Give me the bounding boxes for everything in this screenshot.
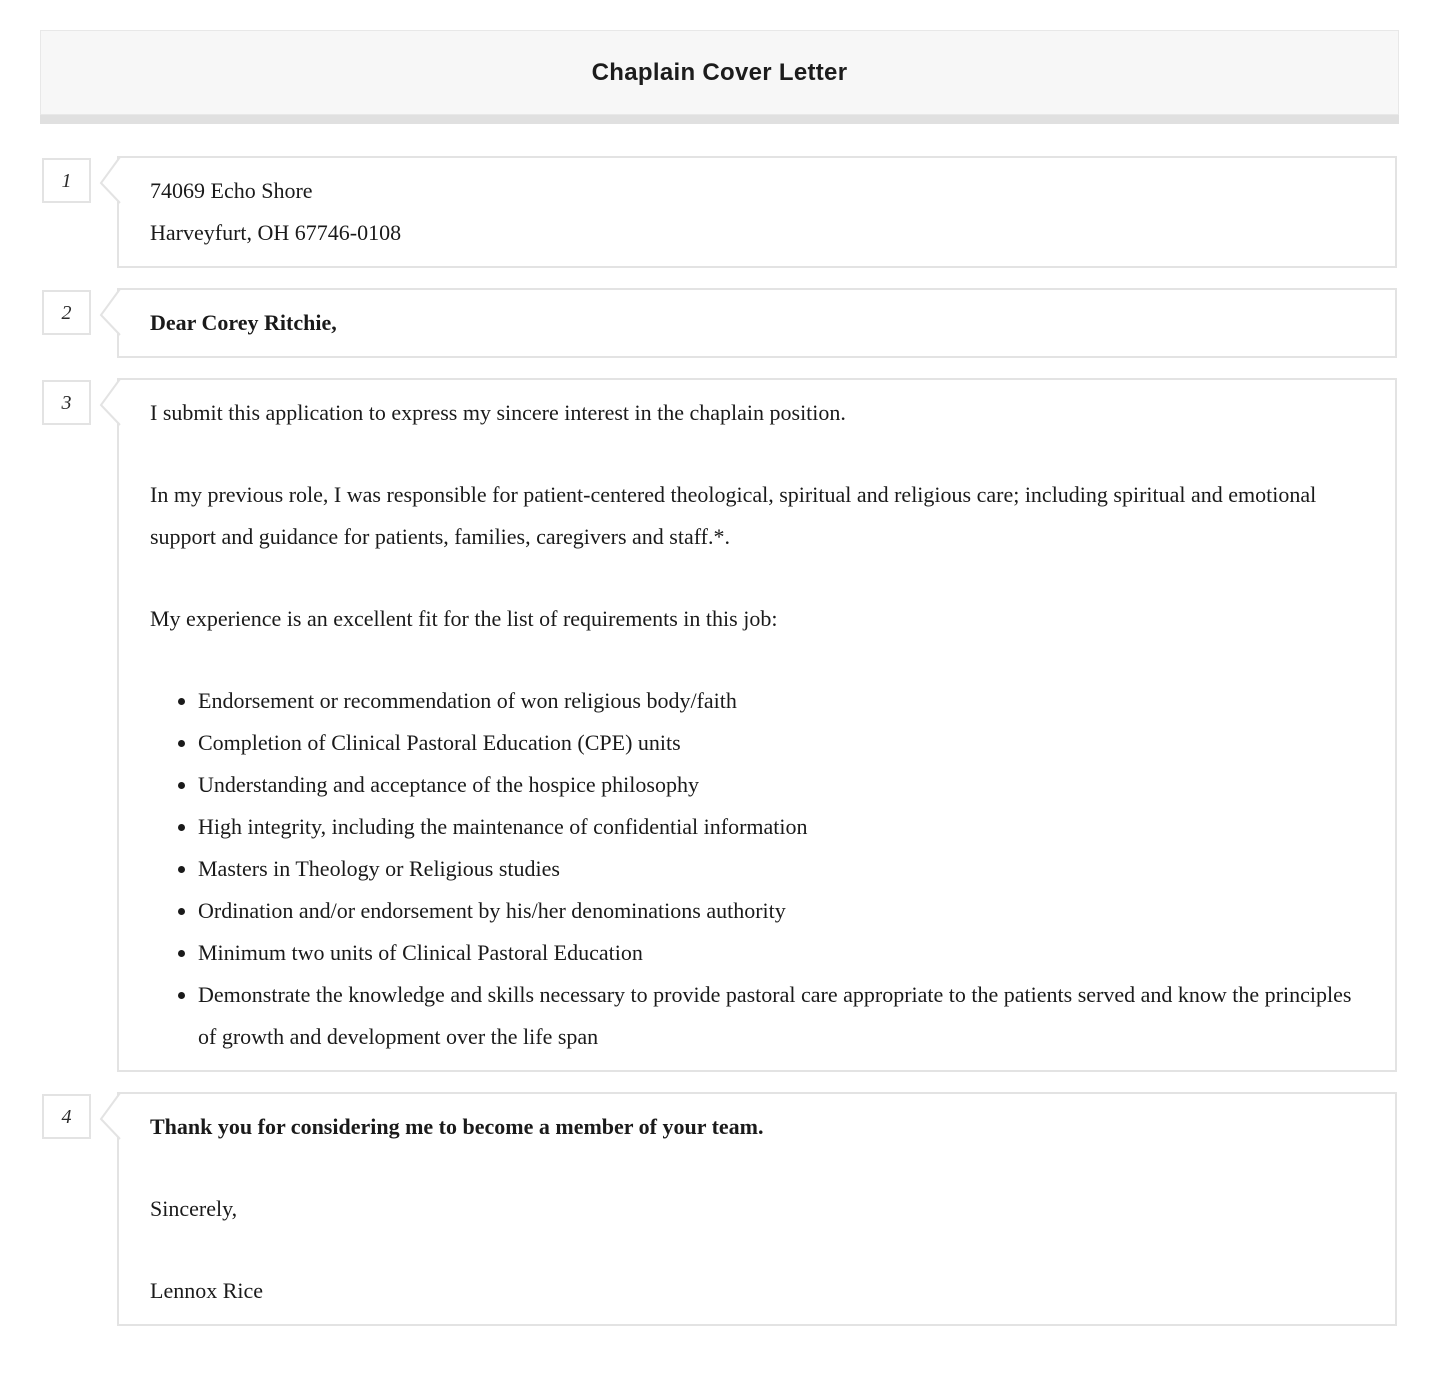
header-shadow-bar xyxy=(40,115,1399,124)
page-title: Chaplain Cover Letter xyxy=(591,58,848,86)
notch-pointer-icon xyxy=(99,288,121,336)
section-marker-1 xyxy=(42,158,91,203)
requirements-list xyxy=(150,680,1364,1058)
body-block xyxy=(117,378,1397,1072)
page xyxy=(0,30,1440,1326)
salutation-text: Dear Corey Ritchie, xyxy=(150,310,337,335)
document-header-box xyxy=(40,30,1399,115)
section-closing xyxy=(42,1092,1397,1326)
closing-block xyxy=(117,1092,1397,1326)
body-paragraph-2: In my previous role, I was responsible for patient-centered theological, spiritual and religious care; including spiritual and emotional support and guidance for patients, families, caregivers and staff.*. xyxy=(150,482,1317,549)
section-address xyxy=(42,156,1397,268)
requirement-item: • Endorsement or recommendation of won religious body/faith xyxy=(198,680,1364,722)
salutation-block xyxy=(117,288,1397,358)
requirement-item: • Demonstrate the knowledge and skills necessary to provide pastoral care appropriate to the patients served and know the principles of growth and development over the life span xyxy=(198,974,1364,1058)
section-body xyxy=(42,378,1397,1072)
section-marker-3 xyxy=(42,380,91,425)
body-paragraph-1: I submit this application to express my sincere interest in the chaplain position. xyxy=(150,400,846,425)
section-marker-2-number: 2 xyxy=(61,301,72,324)
address-block xyxy=(117,156,1397,268)
closing-signature: Lennox Rice xyxy=(150,1278,264,1303)
notch-pointer-icon xyxy=(99,378,121,426)
closing-signoff: Sincerely, xyxy=(150,1196,238,1221)
document-header xyxy=(40,30,1399,124)
section-salutation xyxy=(42,288,1397,358)
requirement-item: • Masters in Theology or Religious studies xyxy=(198,848,1364,890)
closing-thanks: Thank you for considering me to become a member of your team. xyxy=(150,1114,764,1139)
requirement-item: • Minimum two units of Clinical Pastoral Education xyxy=(198,932,1364,974)
notch-pointer-icon xyxy=(99,1092,121,1140)
section-marker-1-number: 1 xyxy=(61,169,72,192)
requirement-item: • Understanding and acceptance of the hospice philosophy xyxy=(198,764,1364,806)
requirement-item: • Ordination and/or endorsement by his/her denominations authority xyxy=(198,890,1364,932)
section-marker-4 xyxy=(42,1094,91,1139)
section-marker-2 xyxy=(42,290,91,335)
requirement-item: • High integrity, including the maintenance of confidential information xyxy=(198,806,1364,848)
address-line-2: Harveyfurt, OH 67746-0108 xyxy=(150,220,402,245)
requirement-item: • Completion of Clinical Pastoral Education (CPE) units xyxy=(198,722,1364,764)
notch-pointer-icon xyxy=(99,156,121,204)
letter-sections xyxy=(0,156,1440,1326)
address-line-1: 74069 Echo Shore xyxy=(150,178,313,203)
section-marker-3-number: 3 xyxy=(61,391,72,414)
body-paragraph-3: My experience is an excellent fit for the list of requirements in this job: xyxy=(150,606,778,631)
section-marker-4-number: 4 xyxy=(61,1105,72,1128)
